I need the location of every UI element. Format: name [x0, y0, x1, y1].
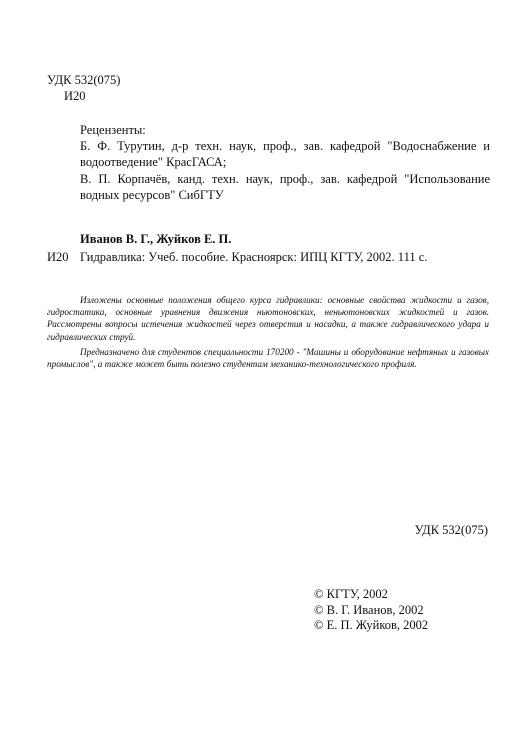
citation-index: И20: [47, 250, 69, 264]
reviewer-1: Б. Ф. Турутин, д-р техн. наук, проф., зав. кафедрой "Водоснабжение и водоотведение" КрасГАСА;: [80, 139, 490, 169]
citation-authors: Иванов В. Г., Жуйков Е. П.: [80, 232, 232, 246]
reviewer-2: В. П. Корпачёв, канд. техн. наук, проф., зав. кафедрой "Использование водных ресурсов" СибГТУ: [80, 172, 490, 202]
abstract-paragraph: Предназначено для студентов специальности 170200 - "Машины и оборудование нефтяных и газовых промыслов", а также может быть полезно студентам механико-технологического профиля.: [47, 347, 489, 370]
abstract-paragraph: Изложены основные положения общего курса гидравлики: основные свойства жидкости и газов, гидростатика, основные уравнения движения ньютоновских, неньютоновских жидкостей и газов. Рассмотрены вопросы истечения жидкостей через отверстия и насадки, а также гидравлического удара и гидравлических струй.: [47, 295, 489, 342]
author-index: И20: [64, 89, 86, 103]
udk-code: УДК 532(075): [47, 73, 121, 87]
copyright-line: © Е. П. Жуйков, 2002: [314, 618, 429, 632]
copyright-line: © В. Г. Иванов, 2002: [314, 603, 424, 617]
udk-code-bottom: УДК 532(075): [414, 523, 488, 537]
citation-text: Гидравлика: Учеб. пособие. Красноярск: ИПЦ КГТУ, 2002. 111 с.: [80, 250, 428, 264]
reviewers-heading: Рецензенты:: [80, 123, 146, 137]
copyright-line: © КГТУ, 2002: [314, 587, 388, 601]
